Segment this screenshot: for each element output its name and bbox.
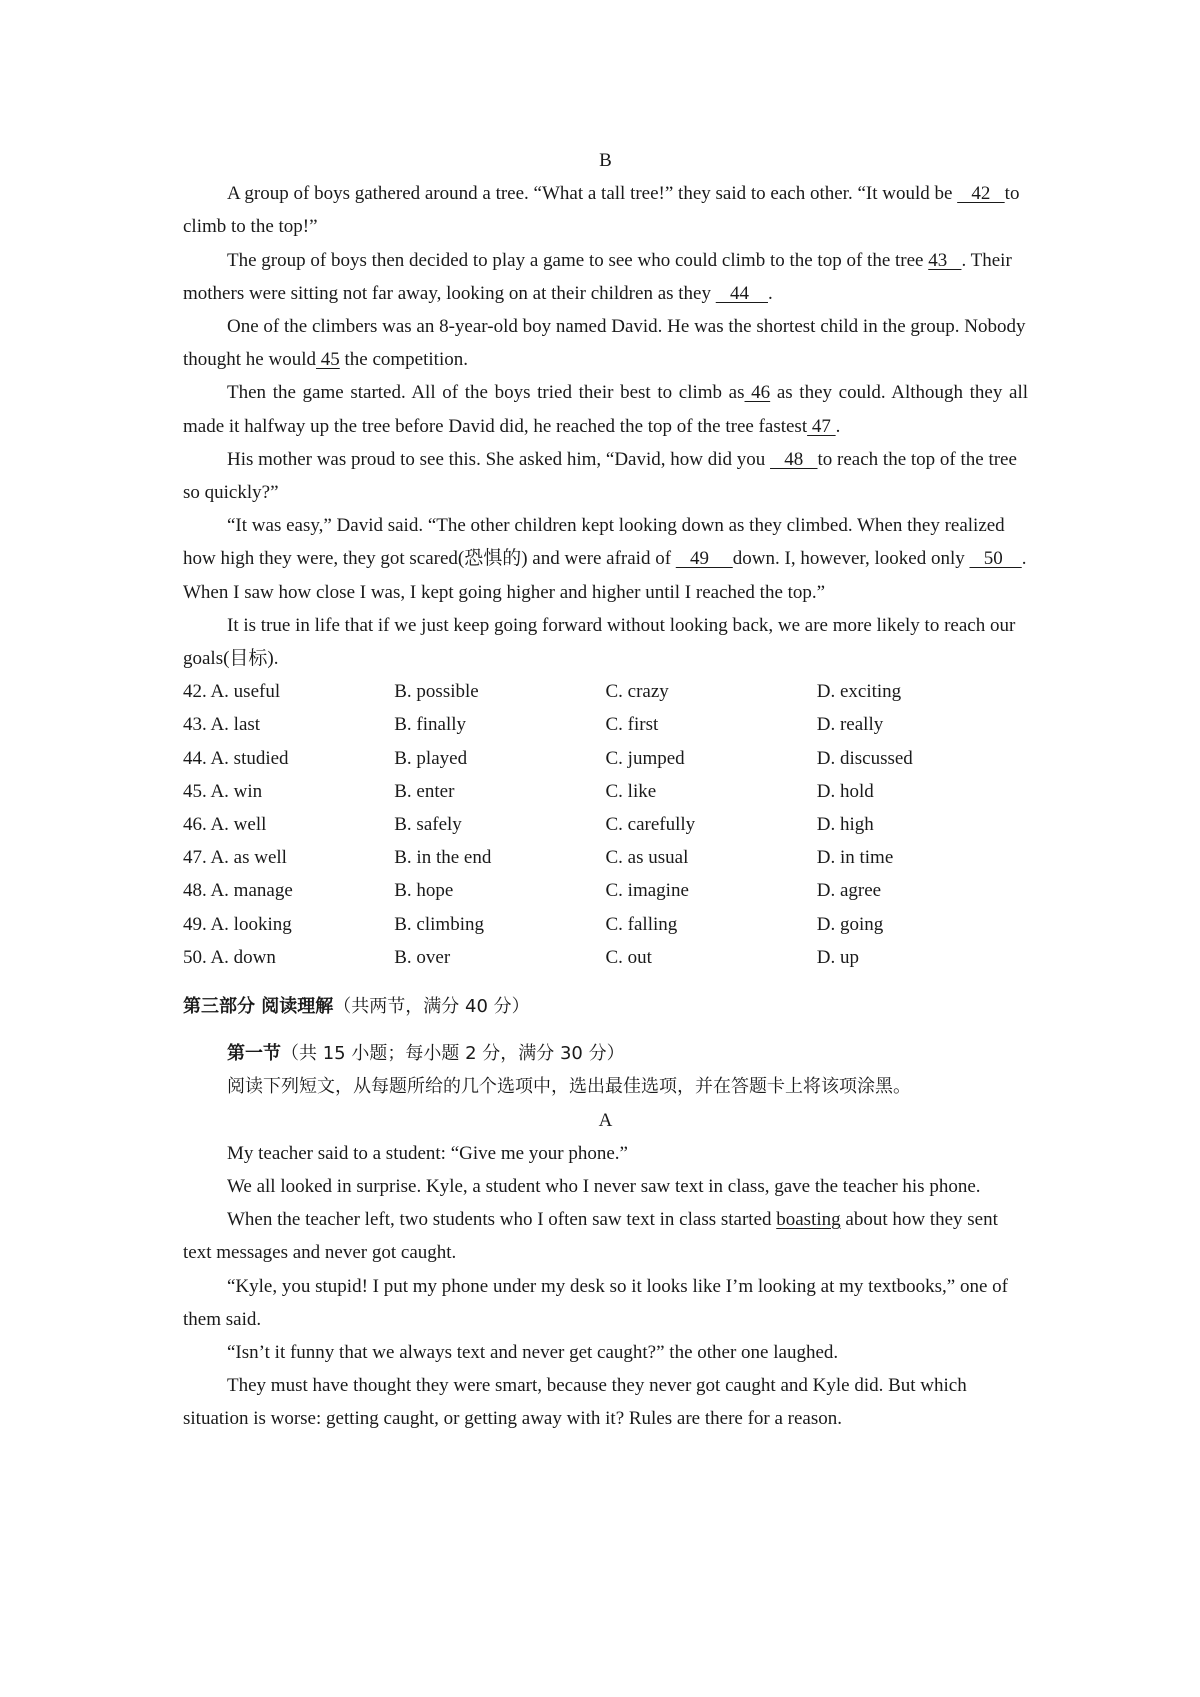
text: One of the climbers was an 8-year-old boy named David. He was the shortest child in the group. Nobody thought he would bbox=[183, 316, 1026, 371]
blank-49: 49 bbox=[675, 548, 733, 570]
option-48-d: D. agree bbox=[816, 880, 882, 902]
text: . bbox=[835, 415, 841, 437]
passage-a-heading: A bbox=[598, 1109, 613, 1131]
text: . bbox=[767, 282, 773, 304]
passage-b-heading: B bbox=[599, 150, 612, 171]
passage-b-paragraph-1 bbox=[183, 177, 1028, 243]
option-row-50 bbox=[183, 941, 1028, 974]
option-50-b: B. over bbox=[394, 946, 451, 968]
option-43-c: C. first bbox=[605, 714, 659, 736]
passage-b-paragraph-6 bbox=[183, 509, 1028, 609]
passage-b-paragraph-2 bbox=[183, 244, 1028, 310]
text: about how they sent text messages and never got caught. bbox=[183, 1209, 998, 1264]
text: The group of boys then decided to play a game to see who could climb to the top of the tree bbox=[227, 249, 929, 271]
option-row-45 bbox=[183, 775, 1028, 808]
reading-instruction: 阅读下列短文，从每题所给的几个选项中，选出最佳选项，并在答题卡上将该项涂黑。 bbox=[227, 1076, 911, 1098]
part3-score-note: （共两节，满分 40 分） bbox=[333, 995, 530, 1017]
section1-title: 第一节 bbox=[227, 1043, 281, 1065]
option-50-d: D. up bbox=[816, 946, 859, 968]
text: His mother was proud to see this. She asked him, “David, how did you bbox=[227, 448, 771, 470]
answer-options bbox=[183, 675, 1028, 974]
option-46-a: 46. A. well bbox=[183, 814, 267, 835]
passage-b-paragraph-3 bbox=[183, 310, 1028, 376]
option-47-a: 47. A. as well bbox=[183, 847, 287, 869]
option-48-c: C. imagine bbox=[605, 880, 689, 902]
option-43-a: 43. A. last bbox=[183, 714, 261, 736]
option-46-b: B. safely bbox=[394, 814, 462, 835]
option-50-c: C. out bbox=[605, 946, 652, 968]
option-45-b: B. enter bbox=[394, 780, 455, 802]
option-49-a: 49. A. looking bbox=[183, 913, 292, 935]
passage-b-paragraph-7: It is true in life that if we just keep going forward without looking back, we are more likely to reach our goals(目标). bbox=[183, 614, 1016, 670]
option-row-44 bbox=[183, 742, 1028, 775]
option-42-a: 42. A. useful bbox=[183, 681, 281, 703]
option-45-a: 45. A. win bbox=[183, 780, 263, 802]
option-47-d: D. in time bbox=[816, 847, 894, 869]
text: . Their mothers were sitting not far away, looking on at their children as they bbox=[183, 249, 1012, 304]
underlined-word: boasting bbox=[776, 1209, 841, 1231]
section1-score-note: （共 15 小题；每小题 2 分，满分 30 分） bbox=[281, 1043, 625, 1065]
option-47-c: C. as usual bbox=[605, 847, 689, 869]
option-row-43 bbox=[183, 708, 1028, 741]
option-46-d: D. high bbox=[816, 814, 874, 835]
blank-46: 46 bbox=[744, 382, 771, 404]
option-row-42 bbox=[183, 675, 1028, 708]
option-42-c: C. crazy bbox=[605, 681, 669, 703]
option-row-48 bbox=[183, 874, 1028, 907]
text: Then the game started. All of the boys tried their best to climb as bbox=[227, 382, 745, 404]
text: to reach the top of the tree so quickly?” bbox=[183, 448, 1017, 504]
option-42-b: B. possible bbox=[394, 681, 479, 703]
option-47-b: B. in the end bbox=[394, 847, 492, 869]
option-48-a: 48. A. manage bbox=[183, 880, 293, 902]
passage-a-paragraph-4: “Kyle, you stupid! I put my phone under my desk so it looks like I’m looking at my textbooks,” one of them said. bbox=[183, 1275, 1009, 1330]
option-50-a: 50. A. down bbox=[183, 946, 276, 968]
option-row-47 bbox=[183, 841, 1028, 874]
option-42-d: D. exciting bbox=[816, 681, 902, 703]
passage-b-paragraph-5 bbox=[183, 443, 1028, 509]
blank-42: 42 bbox=[957, 183, 1005, 205]
blank-43: 43 bbox=[928, 249, 962, 271]
passage-a-paragraph-1: My teacher said to a student: “Give me your phone.” bbox=[227, 1142, 628, 1164]
option-44-a: 44. A. studied bbox=[183, 747, 289, 769]
option-row-49 bbox=[183, 908, 1028, 941]
option-43-d: D. really bbox=[816, 714, 884, 736]
blank-47: 47 bbox=[807, 415, 836, 437]
text: “It was easy,” David said. “The other children kept looking down as they climbed. When they realized how high they were, they got scared(恐惧的) and were afraid of bbox=[183, 515, 1005, 570]
blank-44: 44 bbox=[715, 282, 768, 304]
option-49-c: C. falling bbox=[605, 913, 678, 935]
text: . When I saw how close I was, I kept going higher and higher until I reached the top.” bbox=[183, 548, 1027, 603]
option-44-d: D. discussed bbox=[816, 747, 913, 769]
passage-b-paragraph-4 bbox=[183, 376, 1028, 442]
option-45-c: C. like bbox=[605, 780, 657, 802]
passage-a-paragraph-3 bbox=[183, 1203, 1028, 1269]
page-content bbox=[183, 144, 1028, 1436]
part3-heading bbox=[183, 990, 1028, 1023]
text: to climb to the top!” bbox=[183, 183, 1020, 238]
option-46-c: C. carefully bbox=[605, 814, 696, 835]
text: When the teacher left, two students who I often saw text in class started bbox=[227, 1209, 777, 1231]
option-49-d: D. going bbox=[816, 913, 884, 935]
blank-45: 45 bbox=[316, 349, 340, 371]
option-43-b: B. finally bbox=[394, 714, 467, 736]
blank-50: 50 bbox=[969, 548, 1022, 570]
option-48-b: B. hope bbox=[394, 880, 454, 902]
text: the competition. bbox=[339, 349, 468, 371]
passage-a-paragraph-2: We all looked in surprise. Kyle, a student who I never saw text in class, gave the teacher his phone. bbox=[227, 1175, 981, 1197]
option-44-c: C. jumped bbox=[605, 747, 685, 769]
passage-a-paragraph-5: “Isn’t it funny that we always text and never get caught?” the other one laughed. bbox=[227, 1341, 839, 1363]
part3-title: 第三部分 阅读理解 bbox=[183, 995, 334, 1017]
text: A group of boys gathered around a tree. “What a tall tree!” they said to each other. “It would be bbox=[227, 183, 958, 205]
option-49-b: B. climbing bbox=[394, 913, 484, 935]
passage-a-paragraph-6: They must have thought they were smart, because they never got caught and Kyle did. But which situation is worse: getting caught, or getting away with it? Rules are there for a reason. bbox=[183, 1375, 967, 1430]
text: down. I, however, looked only bbox=[732, 548, 970, 570]
text: as they could. Although they all made it halfway up the tree before David did, he reached the top of the tree fastest bbox=[183, 382, 1029, 437]
option-row-46 bbox=[183, 808, 1028, 841]
section1-heading bbox=[183, 1037, 1028, 1070]
option-45-d: D. hold bbox=[816, 780, 874, 802]
option-44-b: B. played bbox=[394, 747, 468, 769]
blank-48: 48 bbox=[770, 448, 818, 470]
